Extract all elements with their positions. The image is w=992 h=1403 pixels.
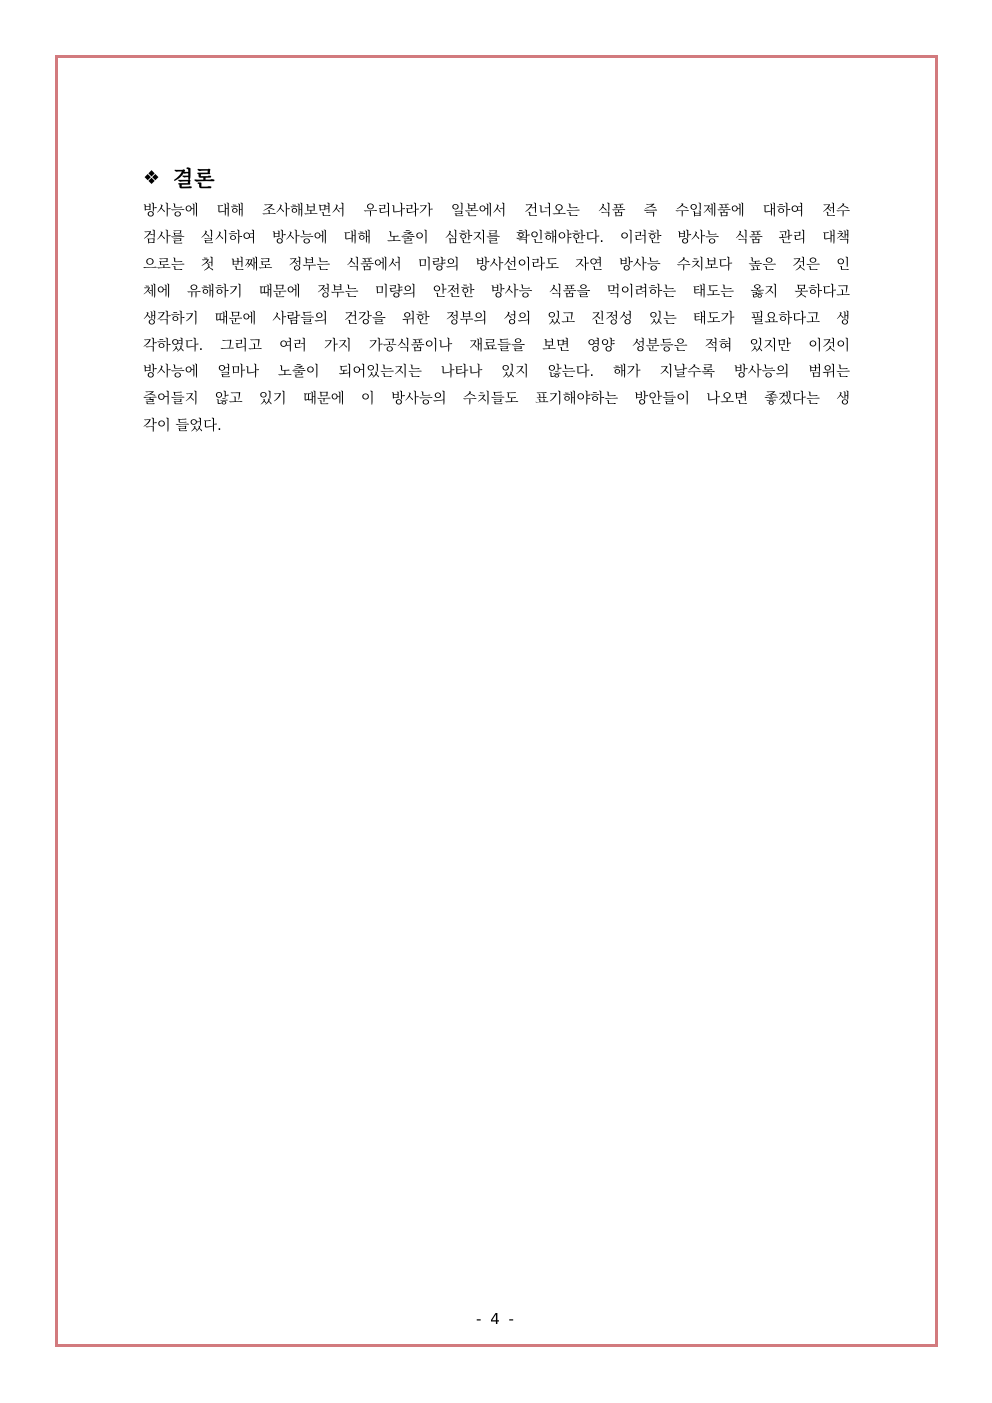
paragraph-line: 각하였다. 그리고 여러 가지 가공식품이나 재료들을 보면 영양 성분등은 적혀 있지만 이것이	[143, 337, 850, 354]
section-title: 결론	[173, 166, 216, 191]
page-number: - 4 -	[476, 1310, 516, 1328]
diamond-bullet-icon: ❖	[143, 166, 161, 189]
paragraph-line: 방사능에 대해 조사해보면서 우리나라가 일본에서 건너오는 식품 즉 수입제품에 대하여 전수	[143, 203, 850, 219]
paragraph-line: 체에 유해하기 때문에 정부는 미량의 안전한 방사능 식품을 먹이려하는 태도는 옳지 못하다고	[143, 283, 850, 300]
paragraph-line: 검사를 실시하여 방사능에 대해 노출이 심한지를 확인해야한다. 이러한 방사능 식품 관리 대책	[143, 229, 850, 246]
conclusion-paragraph	[143, 198, 850, 440]
document-content	[143, 160, 850, 440]
paragraph-line: 생각하기 때문에 사람들의 건강을 위한 정부의 성의 있고 진정성 있는 태도가 필요하다고 생	[143, 310, 850, 327]
paragraph-line: 각이 들었다.	[143, 418, 222, 435]
paragraph-line: 으로는 첫 번째로 정부는 식품에서 미량의 방사선이라도 자연 방사능 수치보다 높은 것은 인	[143, 256, 850, 273]
paragraph-line: 줄어들지 않고 있기 때문에 이 방사능의 수치들도 표기해야하는 방안들이 나오면 좋겠다는 생	[143, 391, 850, 408]
paragraph-line: 방사능에 얼마나 노출이 되어있는지는 나타나 있지 않는다. 해가 지날수록 방사능의 범위는	[143, 364, 850, 381]
section-heading	[143, 160, 850, 196]
